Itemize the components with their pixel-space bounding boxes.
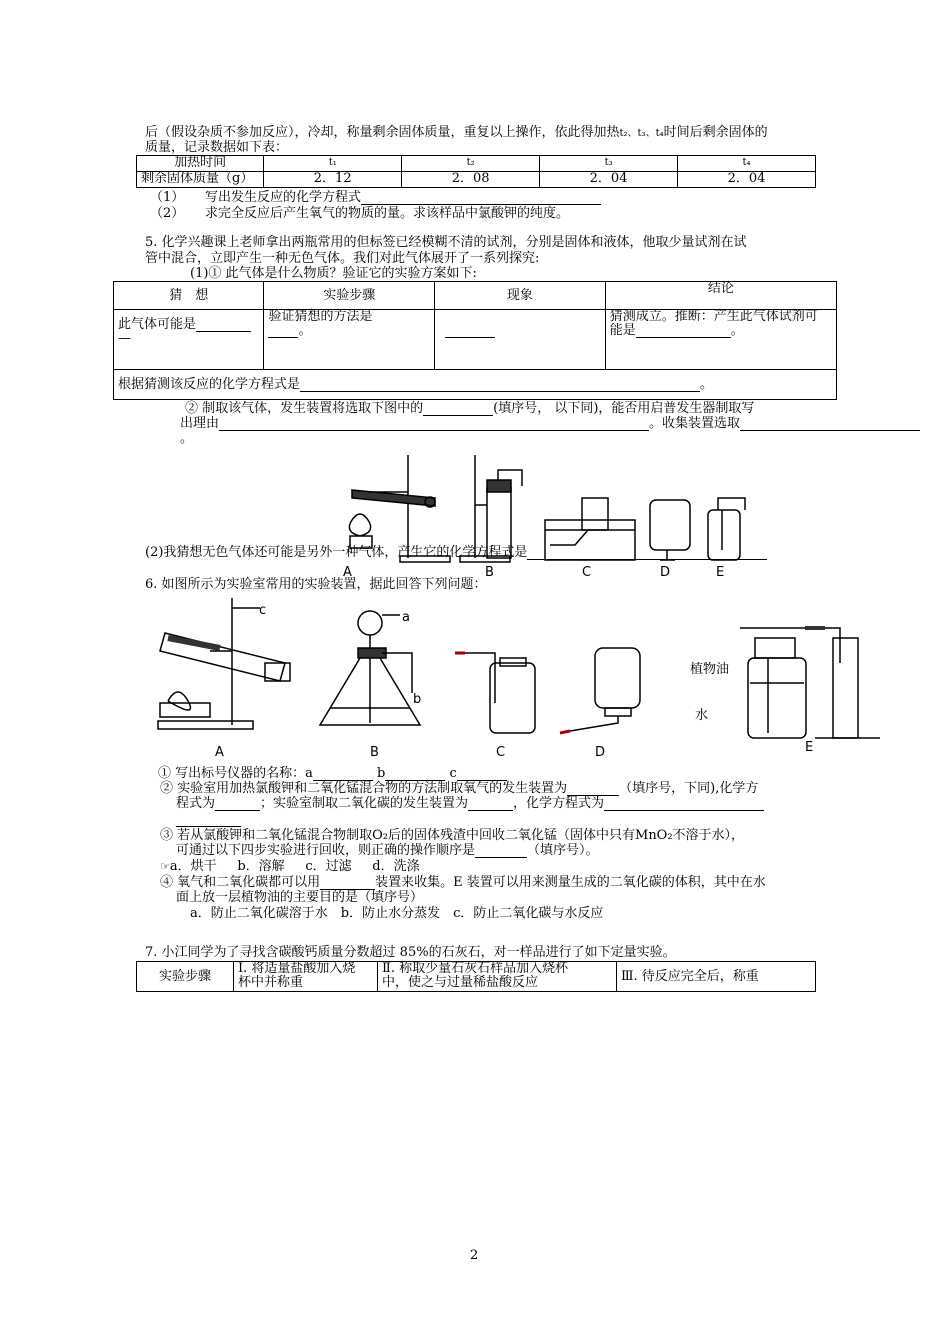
q6-fig-label-c: C <box>496 745 506 760</box>
q5-fig-label-a: A <box>343 565 352 580</box>
answer-blank[interactable] <box>567 782 619 796</box>
q6-title: 6. 如图所示为实验室常用的实验装置，据此回答下列问题： <box>145 577 487 592</box>
answer-blank[interactable] <box>445 324 495 338</box>
table-cell: 剩余固体质量（g） <box>137 172 264 188</box>
q5-intro-line2: 管中混合，立即产生一种无色气体。我们对此气体展开了一系列探究: <box>145 251 540 266</box>
q5-part1: (1)① 此气体是什么物质？验证它的实验方案如下: <box>190 266 477 281</box>
guess-cell: 此气体可能是 — <box>114 310 264 370</box>
answer-blank[interactable] <box>361 191 601 205</box>
q6-fig-label-a: A <box>215 745 224 760</box>
table-cell: 2．12 <box>264 172 402 188</box>
q5-part2-line3: 。 <box>180 431 194 446</box>
answer-blank[interactable] <box>468 797 513 811</box>
q4-line1: 后（假设杂质不参加反应），冷却，称量剩余固体质量，重复以上操作，依此得加热t₂、t₃、t₄时间后剩余固体的 <box>145 125 768 140</box>
q4-sub1: （1） 写出发生反应的化学方程式 <box>150 190 601 205</box>
equation-cell: 根据猜测该反应的化学方程式是 。 <box>114 370 837 400</box>
q6-oil-label: 植物油 <box>690 662 730 677</box>
answer-blank[interactable] <box>320 876 375 890</box>
q6-fig-label-d: D <box>595 745 606 760</box>
q7-intro: 7. 小江同学为了寻找含碳酸钙质量分数超过 85%的石灰石，对一样品进行了如下定量实验。 <box>145 945 676 960</box>
table-header-cell: 加热时间 <box>137 156 264 172</box>
table-cell: Ⅰ. 将适量盐酸加入烧 杯中并称重 <box>234 962 378 992</box>
hand-icon: ☞ <box>160 860 170 873</box>
q5-fig-label-d: D <box>660 565 671 580</box>
q5-part2-line2: 出理由 。收集装置选取 <box>180 416 920 431</box>
answer-blank[interactable] <box>385 767 445 781</box>
table-header-cell: 结论 <box>605 282 836 310</box>
answer-blank[interactable] <box>423 402 493 416</box>
step-cell: 验证猜想的方法是 。 <box>264 310 435 370</box>
answer-blank[interactable] <box>475 844 527 858</box>
q6-s2-line2: 程式为 ；实验室制取二氧化碳的发生装置为 ，化学方程式为 <box>176 796 764 811</box>
q5-part2-line1: ② 制取该气体，发生装置将选取下图中的 (填序号， 以下同)，能否用启普发生器制取写 <box>185 401 755 416</box>
answer-blank[interactable] <box>215 797 260 811</box>
answer-blank[interactable] <box>740 417 920 431</box>
q4-sub2: （2） 求完全反应后产生氧气的物质的量。求该样品中氯酸钾的纯度。 <box>150 206 569 221</box>
q6-mark-c: c <box>259 603 267 618</box>
q6-s3-line2: 可通过以下四步实验进行回收，则正确的操作顺序是 （填序号）。 <box>176 843 599 858</box>
table-cell: 2．08 <box>402 172 540 188</box>
q5-intro-line1: 5. 化学兴趣课上老师拿出两瓶常用的但标签已经模糊不清的试剂，分别是固体和液体，他取少量试剂在试 <box>145 235 747 250</box>
q6-s2-line3 <box>176 812 241 827</box>
table-header-cell: t₃ <box>540 156 678 172</box>
q6-s3-options: ☞a．烘干 b．溶解 c．过滤 d．洗涤 <box>160 859 420 874</box>
table-header-cell: 实验步骤 <box>264 282 435 310</box>
q6-s4-line2: 面上放一层植物油的主要目的是（填序号） <box>176 890 424 905</box>
q6-s3-line1: ③ 若从氯酸钾和二氧化锰混合物制取O₂后的固体残渣中回收二氧化锰（固体中只有MnO₂不溶于水）， <box>160 828 745 843</box>
answer-blank[interactable] <box>176 813 241 827</box>
q6-s4-line1: ④ 氧气和二氧化碳都可以用 装置来收集。E 装置可以用来测量生成的二氧化碳的体积，其中在水 <box>160 875 766 890</box>
answer-blank[interactable] <box>300 378 700 392</box>
q6-s4-options: a．防止二氧化碳溶于水 b．防止水分蒸发 c．防止二氧化碳与水反应 <box>190 906 604 921</box>
q6-mark-b: b <box>413 692 422 707</box>
q4-data-table <box>136 155 816 188</box>
q5-plan-table <box>113 281 837 400</box>
q5-part3: (2)我猜想无色气体还可能是另外一种气体，产生它的化学方程式是 <box>145 545 767 560</box>
table-cell: 2．04 <box>678 172 816 188</box>
phenomenon-cell <box>435 310 606 370</box>
q5-fig-label-e: E <box>716 565 725 580</box>
page-number: 2 <box>470 1248 479 1263</box>
answer-blank[interactable] <box>604 797 764 811</box>
conclusion-cell: 猜测成立。推断：产生此气体试剂可 能是 。 <box>605 310 836 370</box>
table-header-cell: t₄ <box>678 156 816 172</box>
q6-mark-a: a <box>402 610 410 625</box>
q5-fig-label-b: B <box>485 565 494 580</box>
table-cell: Ⅱ. 称取少量石灰石样品加入烧杯 中，使之与过量稀盐酸反应 <box>378 962 617 992</box>
table-cell: 2．04 <box>540 172 678 188</box>
answer-blank[interactable] <box>196 318 251 332</box>
table-cell: Ⅲ. 待反应完全后，称重 <box>617 962 816 992</box>
answer-blank[interactable] <box>313 767 373 781</box>
table-cell: 实验步骤 <box>137 962 234 992</box>
q6-fig-label-e: E <box>805 740 814 755</box>
q5-fig-label-c: C <box>582 565 592 580</box>
q6-fig-label-b: B <box>370 745 379 760</box>
q6-s2-line1: ② 实验室用加热氯酸钾和二氧化锰混合物的方法制取氧气的发生装置为 （填序号，下同),化学方 <box>160 781 759 796</box>
answer-blank[interactable] <box>219 417 649 431</box>
q7-steps-table <box>136 961 816 992</box>
table-header-cell: 猜 想 <box>114 282 264 310</box>
answer-blank[interactable] <box>527 546 767 560</box>
answer-blank[interactable] <box>636 324 731 338</box>
answer-blank[interactable] <box>457 767 507 781</box>
answer-blank[interactable] <box>268 324 298 338</box>
q4-line2: 质量，记录数据如下表： <box>145 140 289 155</box>
q6-s1: ① 写出标号仪器的名称：a b c <box>158 766 507 781</box>
q6-water-label: 水 <box>695 708 709 723</box>
table-header-cell: t₂ <box>402 156 540 172</box>
table-header-cell: 现象 <box>435 282 606 310</box>
table-header-cell: t₁ <box>264 156 402 172</box>
q5-apparatus-figure <box>330 450 750 580</box>
